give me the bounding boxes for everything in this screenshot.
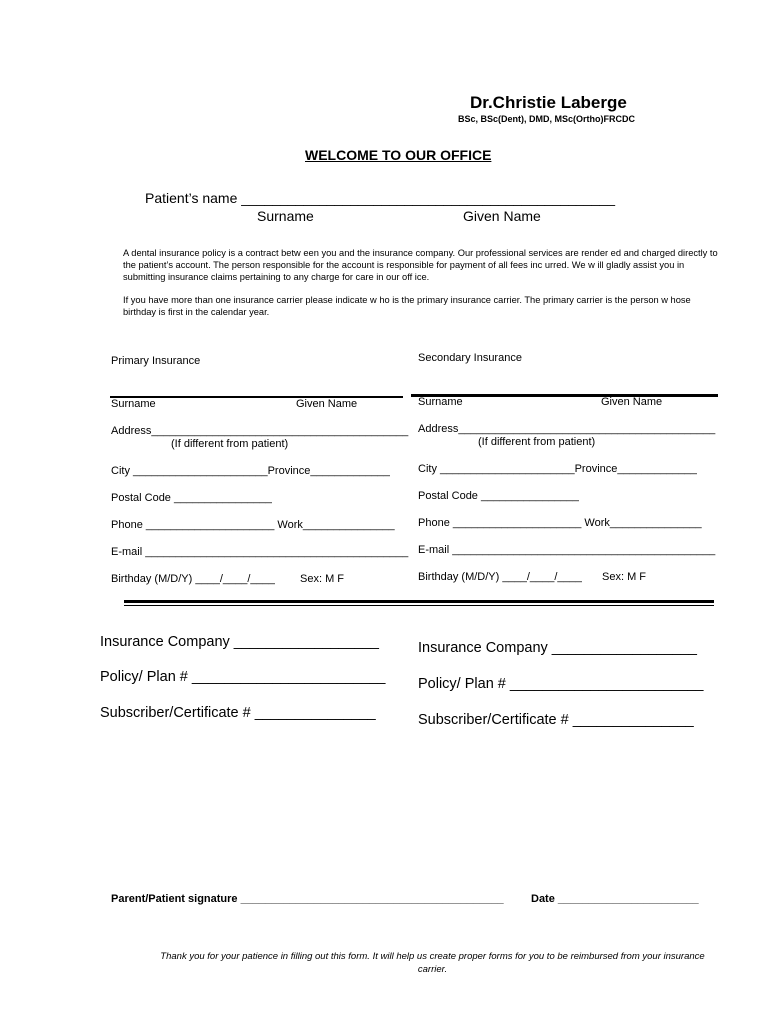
primary-phone-work-field[interactable]: Phone _____________________ Work_______________ xyxy=(111,519,395,531)
insurance-policy-paragraph: A dental insurance policy is a contract betw een you and the insurance company. Our professional services are render ed and charged directly to the patient’s account. The person responsible for the account is responsible for payment of all fees inc urred. We w ill gladly assist you in submitting insurance claims pertaining to any charge for care in our off ice. xyxy=(123,248,718,282)
secondary-address-field[interactable]: Address__________________________________________ xyxy=(418,423,716,435)
date-field[interactable]: Date _______________________ xyxy=(531,893,699,905)
patient-name-field[interactable]: Patient’s name ________________________________________________ xyxy=(145,190,615,206)
primary-given-name-label: Given Name xyxy=(296,398,358,410)
right-insurance-company-field[interactable]: Insurance Company __________________ xyxy=(418,640,697,656)
doctor-name: Dr.Christie Laberge xyxy=(470,93,627,112)
right-policy-plan-field[interactable]: Policy/ Plan # ________________________ xyxy=(418,676,704,692)
signature-field[interactable]: Parent/Patient signature ___________________________________________ xyxy=(111,893,504,905)
primary-surname-label: Surname xyxy=(111,398,156,410)
left-insurance-company-field[interactable]: Insurance Company __________________ xyxy=(100,634,379,650)
section-divider-top xyxy=(124,600,714,603)
secondary-postal-field[interactable]: Postal Code ________________ xyxy=(418,490,579,502)
primary-city-province-field[interactable]: City ______________________Province_____________ xyxy=(111,465,390,477)
doctor-credentials: BSc, BSc(Dent), DMD, MSc(Ortho)FRCDC xyxy=(458,114,635,124)
secondary-phone-work-field[interactable]: Phone _____________________ Work_______________ xyxy=(418,517,702,529)
secondary-sex-field[interactable]: Sex: M F xyxy=(602,571,647,583)
primary-sex-field[interactable]: Sex: M F xyxy=(300,573,345,585)
primary-address-note: (If different from patient) xyxy=(171,438,289,450)
secondary-birthday-field[interactable]: Birthday (M/D/Y) ____/____/____ xyxy=(418,571,582,583)
welcome-title: WELCOME TO OUR OFFICE xyxy=(305,147,492,163)
right-subscriber-field[interactable]: Subscriber/Certificate # _______________ xyxy=(418,712,694,728)
secondary-email-field[interactable]: E-mail ___________________________________________ xyxy=(418,544,716,556)
footer-thank-you-note: Thank you for your patience in filling out this form. It will help us create proper forms for you to be reimbursed from your insurance carrier. xyxy=(160,951,705,975)
secondary-address-note: (If different from patient) xyxy=(478,436,596,448)
primary-insurance-title: Primary Insurance xyxy=(111,355,201,367)
patient-given-name-label: Given Name xyxy=(463,208,541,224)
primary-email-field[interactable]: E-mail ___________________________________________ xyxy=(111,546,409,558)
primary-birthday-field[interactable]: Birthday (M/D/Y) ____/____/____ xyxy=(111,573,275,585)
patient-surname-label: Surname xyxy=(257,208,314,224)
secondary-city-province-field[interactable]: City ______________________Province_____________ xyxy=(418,463,697,475)
section-divider-bottom xyxy=(124,605,714,606)
carrier-paragraph: If you have more than one insurance carrier please indicate w ho is the primary insurance carrier. The primary carrier is the person w hose birthday is first in the calendar year. xyxy=(123,295,691,317)
left-subscriber-field[interactable]: Subscriber/Certificate # _______________ xyxy=(100,705,376,721)
left-policy-plan-field[interactable]: Policy/ Plan # ________________________ xyxy=(100,669,386,685)
primary-address-field[interactable]: Address__________________________________________ xyxy=(111,425,409,437)
secondary-given-name-label: Given Name xyxy=(601,396,663,408)
primary-postal-field[interactable]: Postal Code ________________ xyxy=(111,492,272,504)
secondary-surname-label: Surname xyxy=(418,396,463,408)
secondary-insurance-title: Secondary Insurance xyxy=(418,352,522,364)
